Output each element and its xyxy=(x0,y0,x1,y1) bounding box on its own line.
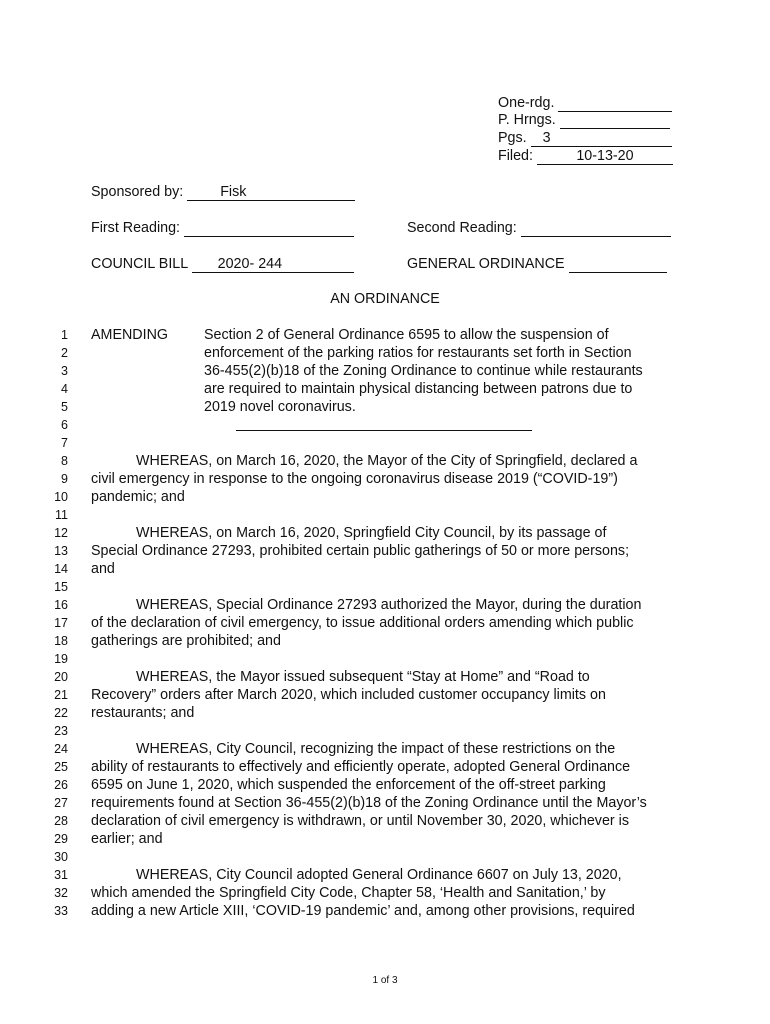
council-bill-row: COUNCIL BILL 2020- 244 xyxy=(91,255,354,273)
line-number: 32 xyxy=(54,886,68,900)
line-number: 26 xyxy=(54,778,68,792)
line-number: 1 xyxy=(61,328,68,342)
body-line: and xyxy=(91,561,115,577)
sponsor-row: Sponsored by: Fisk xyxy=(91,183,355,201)
line-number: 27 xyxy=(54,796,68,810)
line-number: 5 xyxy=(61,400,68,414)
line-number: 33 xyxy=(54,904,68,918)
sponsor-field: Fisk xyxy=(187,183,355,201)
filed-row: Filed: 10-13-20 xyxy=(498,147,673,165)
amending-line: 2019 novel coronavirus. xyxy=(204,399,356,415)
body-line: 6595 on June 1, 2020, which suspended the enforcement of the off-street parking xyxy=(91,777,606,793)
body-line: ability of restaurants to effectively and efficiently operate, adopted General Ordinance xyxy=(91,759,631,775)
body-line: adding a new Article XIII, ‘COVID-19 pandemic’ and, among other provisions, required xyxy=(91,903,635,919)
one-reading-field xyxy=(558,94,672,112)
general-ordinance-row: GENERAL ORDINANCE xyxy=(407,255,667,273)
body-line: restaurants; and xyxy=(91,705,195,721)
council-bill-number: 2020- 244 xyxy=(192,255,354,273)
body-line: of the declaration of civil emergency, to issue additional orders amending which public xyxy=(91,615,634,631)
line-number: 30 xyxy=(54,850,68,864)
body-line: WHEREAS, City Council, recognizing the impact of these restrictions on the xyxy=(136,741,616,757)
line-number: 2 xyxy=(61,346,68,360)
line-number: 13 xyxy=(54,544,68,558)
one-reading-row: One-rdg. xyxy=(498,94,672,112)
body-line: WHEREAS, City Council adopted General Ordinance 6607 on July 13, 2020, xyxy=(136,867,622,883)
body-line: which amended the Springfield City Code, Chapter 58, ‘Health and Sanitation,’ by xyxy=(91,885,606,901)
body-line: WHEREAS, the Mayor issued subsequent “Stay at Home” and “Road to xyxy=(136,669,590,685)
public-hearings-field xyxy=(560,111,670,129)
line-number: 7 xyxy=(61,436,68,450)
public-hearings-row: P. Hrngs. xyxy=(498,111,670,129)
body-line: Special Ordinance 27293, prohibited certain public gatherings of 50 or more persons; xyxy=(91,543,630,559)
line-number: 25 xyxy=(54,760,68,774)
first-reading-row: First Reading: xyxy=(91,219,354,237)
amending-label: AMENDING xyxy=(91,327,169,343)
first-reading-field xyxy=(184,219,354,237)
line-number: 3 xyxy=(61,364,68,378)
line-number: 23 xyxy=(54,724,68,738)
line-number: 17 xyxy=(54,616,68,630)
line-number: 20 xyxy=(54,670,68,684)
body-line: WHEREAS, on March 16, 2020, Springfield City Council, by its passage of xyxy=(136,525,607,541)
line-number: 24 xyxy=(54,742,68,756)
line-number: 9 xyxy=(61,472,68,486)
line-number: 22 xyxy=(54,706,68,720)
line-number: 31 xyxy=(54,868,68,882)
line-number: 11 xyxy=(55,508,68,522)
general-ordinance-number xyxy=(569,255,667,273)
body-line: declaration of civil emergency is withdrawn, or until November 30, 2020, whichever is xyxy=(91,813,629,829)
pages-field: 3 xyxy=(531,129,672,147)
body-line: pandemic; and xyxy=(91,489,185,505)
second-reading-row: Second Reading: xyxy=(407,219,671,237)
body-line: earlier; and xyxy=(91,831,163,847)
line-number: 21 xyxy=(54,688,68,702)
amending-line: enforcement of the parking ratios for restaurants set forth in Section xyxy=(204,345,632,361)
body-line: gatherings are prohibited; and xyxy=(91,633,281,649)
page-number: 1 of 3 xyxy=(372,975,398,986)
body-line: WHEREAS, Special Ordinance 27293 authorized the Mayor, during the duration xyxy=(136,597,642,613)
line-number: 15 xyxy=(54,580,68,594)
line-number: 29 xyxy=(54,832,68,846)
line-number: 16 xyxy=(54,598,68,612)
line-number: 14 xyxy=(54,562,68,576)
body-line: Recovery” orders after March 2020, which included customer occupancy limits on xyxy=(91,687,606,703)
line-number: 18 xyxy=(54,634,68,648)
line-number: 28 xyxy=(54,814,68,828)
line-number: 12 xyxy=(54,526,68,540)
line-number: 6 xyxy=(61,418,68,432)
body-line: WHEREAS, on March 16, 2020, the Mayor of the City of Springfield, declared a xyxy=(136,453,638,469)
line-number: 10 xyxy=(54,490,68,504)
second-reading-field xyxy=(521,219,671,237)
amending-line: Section 2 of General Ordinance 6595 to allow the suspension of xyxy=(204,327,609,343)
line-number: 8 xyxy=(61,454,68,468)
filed-date-field: 10-13-20 xyxy=(537,147,673,165)
body-line: civil emergency in response to the ongoing coronavirus disease 2019 (“COVID-19”) xyxy=(91,471,618,487)
divider xyxy=(236,430,532,431)
line-number: 4 xyxy=(61,382,68,396)
body-line: requirements found at Section 36-455(2)(b)18 of the Zoning Ordinance until the Mayor’s xyxy=(91,795,647,811)
document-title: AN ORDINANCE xyxy=(330,291,440,307)
pages-row: Pgs. 3 xyxy=(498,129,672,147)
amending-line: are required to maintain physical distancing between patrons due to xyxy=(204,381,633,397)
line-number: 19 xyxy=(54,652,68,666)
amending-line: 36-455(2)(b)18 of the Zoning Ordinance to continue while restaurants xyxy=(204,363,643,379)
